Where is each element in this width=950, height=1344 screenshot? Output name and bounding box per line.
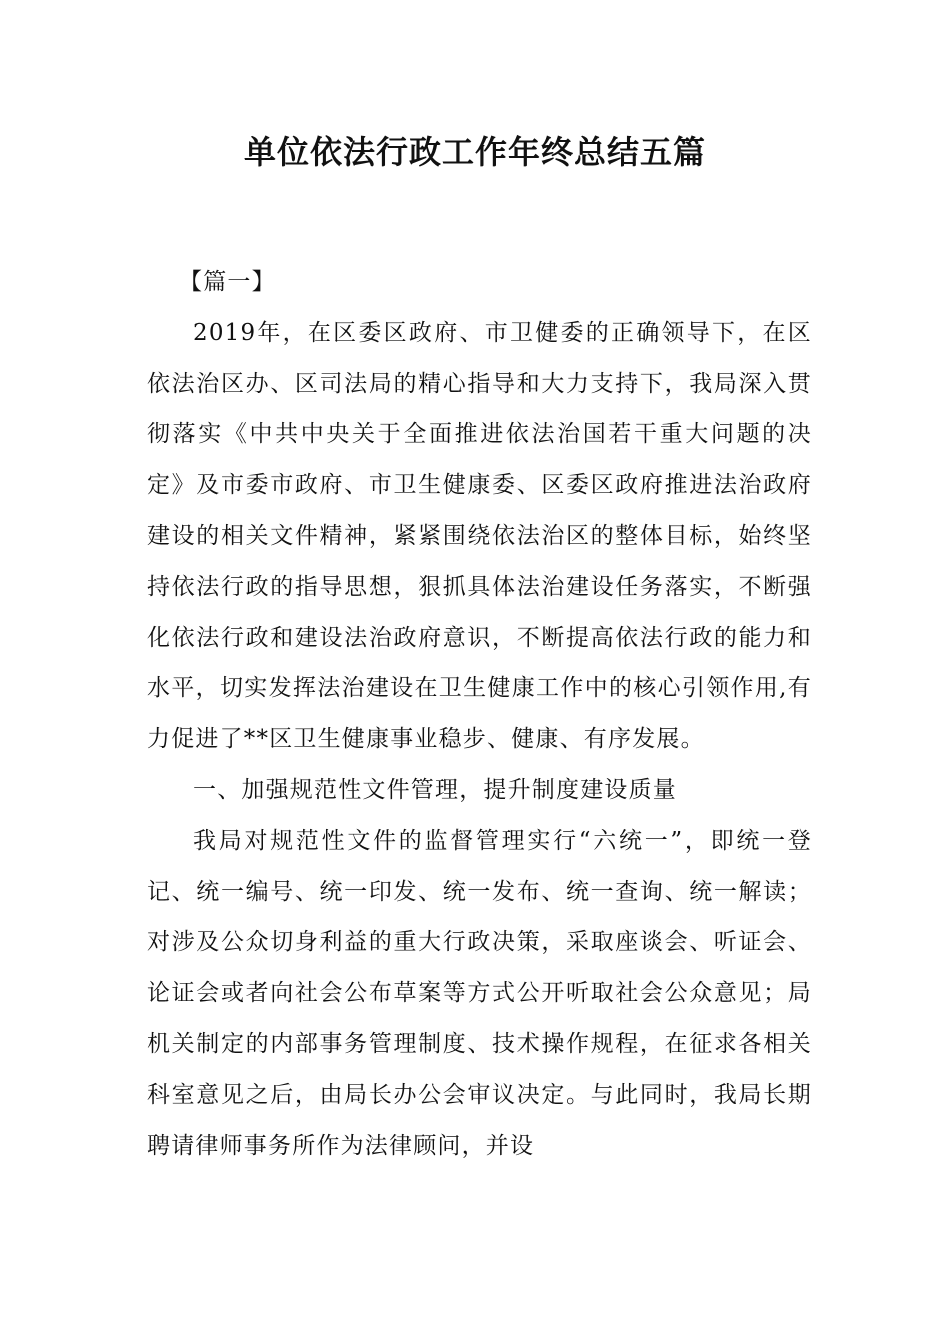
document-body	[147, 257, 812, 1171]
section-tag: 【篇一】	[179, 269, 276, 295]
document-title: 单位依法行政工作年终总结五篇	[243, 133, 706, 171]
paragraph-intro: 2019年，在区委区政府、市卫健委的正确领导下，在区依法治区办、区司法局的精心指导和大力支持下，我局深入贯彻落实《中共中央关于全面推进依法治国若干重大问题的决定》及市委市政府、市卫生健康委、区委区政府推进法治政府建设的相关文件精神，紧紧围绕依法治区的整体目标，始终坚持依法行政的指导思想，狠抓具体法治建设任务落实，不断强化依法行政和建设法治政府意识，不断提高依法行政的能力和水平，切实发挥法治建设在卫生健康工作中的核心引领作用,有力促进了**区卫生健康事业稳步、健康、有序发展。	[147, 319, 812, 753]
paragraph-body: 我局对规范性文件的监督管理实行“六统一”，即统一登记、统一编号、统一印发、统一发布、统一查询、统一解读；对涉及公众切身利益的重大行政决策，采取座谈会、听证会、论证会或者向社会公布草案等方式公开听取社会公众意见；局机关制定的内部事务管理制度、技术操作规程，在征求各相关科室意见之后，由局长办公会审议决定。与此同时，我局长期聘请律师事务所作为法律顾问，并设	[147, 827, 812, 1159]
section-heading: 一、加强规范性文件管理，提升制度建设质量	[193, 776, 677, 803]
